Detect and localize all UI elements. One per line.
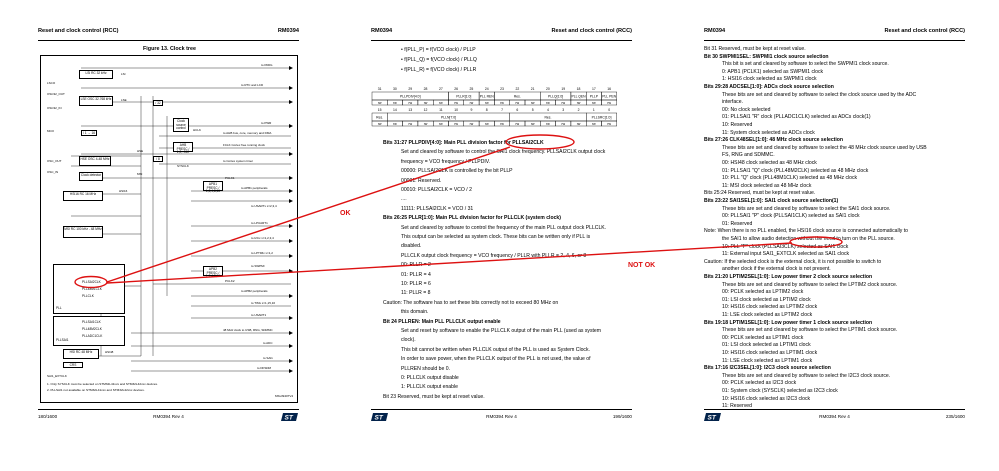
text-line: 00: PLLSAI1 "P" clock (PLLSAI1CLK) selected as SAI1 clock — [722, 213, 860, 220]
text-line: 11111: PLLSAI2CLK = VCO / 31 — [401, 205, 474, 212]
bit-number: 16 — [607, 87, 612, 91]
text-line: PLLCLK output clock frequency = VCO frequency / PLLR with PLLR = 2, 4, 6, or 8 — [401, 252, 587, 259]
rw-label: rw — [515, 121, 520, 126]
register-field-name: PLLR[1:0] — [456, 94, 472, 99]
rw-label: rw — [607, 121, 611, 126]
ahb-presc-block: AHB PRESC / 1,2,..512 — [173, 142, 193, 152]
text-line: Bit 30 SWPMI1SEL: SWPMI1 clock source selection — [704, 53, 829, 60]
sig-to-lpuart: to LPUART1 — [251, 221, 268, 225]
sig-hsi16: HSI16 — [119, 189, 128, 193]
div32-block: / 32 — [153, 100, 163, 106]
text-line: 01: LSI clock selected as LPTIM1 clock — [722, 342, 811, 349]
osc32-in-label: OSC32_IN — [47, 106, 62, 110]
rw-label: rw — [546, 121, 550, 126]
page-footer — [38, 412, 299, 424]
text-line: 00010: PLLSAI2CLK = VCO / 2 — [401, 187, 472, 193]
sig-to-i2c: to I2Cx x=1,2,3,4 — [251, 236, 274, 240]
rw-label: rw — [408, 121, 413, 126]
text-line: These bits are set and cleared by software to select the LPTIM1 clock source. — [722, 327, 898, 334]
rw-label: rw — [393, 121, 397, 126]
text-line: Bits 31:27 PLLPDIV[4:0]: Main PLL division factor for PLLSAI2CLK — [383, 140, 544, 146]
sig-to-iwdg: to IWDG — [261, 63, 273, 67]
text-line: 01: PLLSAI1 "Q" clock (PLL48M2CLK) selected as 48 MHz clock — [722, 167, 869, 174]
text-line: Caution: If the selected clock is the external clock, it is not possible to switch to — [704, 258, 882, 265]
sig-lse: LSE — [121, 98, 127, 102]
div8-block: / 8 — [153, 156, 163, 162]
osc-out-label: OSC_OUT — [47, 159, 62, 163]
rw-label: rw — [546, 100, 550, 105]
text-line: Bits 17:16 I2C3SEL[1:0]: I2C3 clock source selection — [704, 365, 831, 372]
rw-label: rw — [423, 100, 428, 105]
pll48m2clk-label: PLL48M2CLK — [82, 327, 102, 331]
rw-label: rw — [515, 100, 520, 105]
hse-osc-block: HSE OSC 4-48 MHz — [79, 156, 111, 166]
formula-r: • f(PLL_R) = f(VCO clock) / PLLR — [401, 67, 477, 73]
sig-to-adc: to ADC — [263, 341, 273, 345]
text-line: 1: HSI16 clock selected as SWPMI1 clock — [722, 76, 817, 83]
rw-label: rw — [439, 100, 443, 105]
text-line: Bits 21:20 LPTIM2SEL[1:0]: Low power timer 2 clock source selection — [704, 274, 873, 280]
bit-number: 2 — [577, 108, 580, 112]
header-rule — [704, 40, 965, 41]
pllsai1-block — [53, 316, 125, 346]
text-line: Bit 31 Reserved, must be kept at reset value. — [704, 46, 806, 52]
sig-to-usb: 48 MHz clock to USB, RNG, SDMMC — [223, 328, 273, 332]
footer-left: 180/1600 — [38, 414, 58, 419]
text-line: 00: PCLK selected as I2C3 clock — [722, 380, 797, 387]
text-line: These bits are set and cleared by software to select the clock source used by the ADC — [722, 91, 917, 98]
sig-to-usart: to USARTx x=2,3,4 — [251, 204, 277, 208]
bit-number: 1 — [592, 108, 595, 112]
rw-label: rw — [530, 100, 535, 105]
text-line: clock). — [401, 337, 416, 344]
rw-label: rw — [561, 121, 566, 126]
bit-number: 12 — [423, 108, 428, 112]
register-field-name: PLL PEN — [602, 94, 617, 99]
bit-number: 30 — [393, 87, 397, 91]
bit-number: 3 — [562, 108, 565, 112]
rw-label: rw — [607, 100, 611, 105]
text-line: the SAI1 to allow audio detection without the need to turn on the PLL source. — [722, 236, 895, 242]
header-right: Reset and clock control (RCC) — [551, 28, 632, 34]
header-left: RM0394 — [704, 28, 726, 34]
bit-number: 18 — [576, 87, 581, 91]
rw-label: rw — [393, 100, 397, 105]
figure-note-2: 2. PLLSAI1 not available on STM32L41xxx and STM32L42xxx devices. — [47, 388, 145, 392]
register-field-name: Res. — [513, 94, 521, 99]
text-line: 0: APB1 (PCLK1) selected as SWPMI1 clock — [722, 68, 824, 75]
hsi48-rc-block: HSI RC 48 MHz — [63, 349, 99, 359]
text-line: this domain. — [401, 309, 429, 316]
bit-number: 20 — [546, 87, 550, 91]
text-line: frequency = VCO frequency / PLLPDIV. — [401, 158, 491, 165]
footer-center: RM0394 Rev 4 — [819, 414, 850, 419]
bit-number: 7 — [501, 108, 503, 112]
sai1-extclk-label: SAI1_EXTCLK — [47, 374, 67, 378]
sig-sysclk: SYSCLK — [177, 164, 189, 168]
rw-label: rw — [439, 121, 443, 126]
text-line: 11: PLLR = 8 — [401, 290, 431, 297]
crs-block: CRS — [63, 362, 83, 368]
bit-number: 5 — [531, 108, 534, 112]
bit-number: 13 — [408, 108, 413, 112]
text-line: 00000: PLLSAI2CLK is controlled by the bit PLLP — [401, 168, 513, 175]
register-field-name: PLLQ[1:0] — [547, 94, 564, 99]
text-line: 01: PLLR = 4 — [401, 271, 431, 278]
footer-rule — [371, 409, 632, 410]
st-logo-icon — [281, 412, 299, 422]
annotation-ok: OK — [340, 210, 351, 217]
clock-tree-diagram — [40, 55, 298, 403]
sig-to-ahb: to AHB bus, core, memory and DMA — [223, 131, 272, 135]
rw-label: rw — [454, 121, 458, 126]
text-line: 00: No clock selected — [722, 106, 771, 113]
bit-number: 8 — [485, 108, 488, 112]
bit-number: 31 — [377, 87, 382, 91]
text-line: 00: HSI48 clock selected as 48 MHz clock — [722, 160, 817, 166]
text-line: Bits 23:22 SAI1SEL[1:0]: SAI1 clock source selection(1) — [704, 198, 839, 204]
footer-right: 235/1600 — [945, 414, 965, 419]
text-line: Caution: The software has to set these bits correctly not to exceed 80 MHz on — [383, 299, 559, 306]
pllsai1-label: PLLSAI1 — [56, 338, 69, 342]
text-line: 01: LSI clock selected as LPTIM2 clock — [722, 296, 811, 303]
apb1-presc-block: APB1 PRESC / 1,2,4,8,16 — [203, 181, 223, 191]
text-line: Bits 26:25 PLLR[1:0]: Main PLL division factor for PLLCLK (system clock) — [383, 215, 561, 222]
bit-number: 21 — [530, 87, 535, 91]
register-field-name: PLLPDIV[4:0] — [399, 94, 421, 99]
lsi-rc-block: LSI RC 32 kHz — [79, 70, 113, 79]
text-line: This output can be selected as system clock. These bits can be written only if PLL is — [401, 234, 591, 240]
osc-in-label: OSC_IN — [47, 170, 59, 174]
page-footer — [704, 412, 965, 424]
text-line: interface. — [722, 99, 743, 106]
text-line: 10: HSI16 clock selected as LPTIM2 clock — [722, 304, 818, 311]
sig-msi: MSI — [137, 172, 143, 176]
rw-label: rw — [530, 121, 535, 126]
bit-number: 15 — [377, 108, 382, 112]
register-field-name: Res. — [544, 115, 552, 120]
page-clock-tree — [0, 0, 333, 471]
header-rule — [371, 40, 632, 41]
sig-lsi: LSI — [121, 72, 126, 76]
bit-number: 28 — [423, 87, 428, 91]
sig-hsi48: HSI48 — [105, 350, 114, 354]
text-line: In order to save power, when the PLLCLK output of the PLL is not used, the value of — [401, 356, 591, 363]
pll-block — [53, 264, 125, 314]
sig-to-usart1: to USART1 — [251, 313, 267, 317]
text-line: PLLREN should be 0. — [401, 365, 450, 372]
rw-label: rw — [377, 100, 382, 105]
sig-pclk2: PCLK2 — [225, 279, 235, 283]
sig-hse: HSE — [137, 149, 144, 153]
figure-id: MSv39407V4 — [274, 394, 293, 398]
rw-label: rw — [469, 100, 474, 105]
text-line: Note: When there is no PLL enabled, the HSI16 clock source is connected automatically to — [704, 228, 908, 235]
text-line: 11: LSE clock selected as LPTIM1 clock — [722, 357, 813, 364]
rw-label: rw — [576, 121, 581, 126]
bit-number: 29 — [408, 87, 413, 91]
bit-number: 27 — [438, 87, 443, 91]
text-line: Bits 27:26 CLK48SEL[1:0]: 48 MHz clock source selection — [704, 137, 843, 144]
register-field-name: PLL REN — [479, 94, 494, 99]
text-line: 11: MSI clock selected as 48 MHz clock — [722, 182, 812, 189]
rw-label: rw — [592, 121, 596, 126]
text-line: These bits are set and cleared by software to select the LPTIM2 clock source. — [722, 281, 898, 288]
lse-osc-block: LSE OSC 32.768 kHz — [79, 96, 113, 106]
text-line: Bits 19:18 LPTIM1SEL[1:0]: Low power timer 1 clock source selection — [704, 319, 873, 326]
sig-pclk1: PCLK1 — [225, 176, 235, 180]
text-line: 10: Reserved — [722, 122, 753, 128]
text-line: 00: PLLR = 2 — [401, 262, 431, 269]
pll-label: PLL — [56, 306, 62, 310]
bit-number: 14 — [393, 108, 397, 112]
rw-label: rw — [500, 121, 504, 126]
formula-q: • f(PLL_Q) = f(VCO clock) / PLLQ — [401, 57, 477, 63]
header-rule — [38, 40, 299, 41]
pllsai1clk-label: PLLSAI1CLK — [82, 320, 101, 324]
text-line: Set and cleared by software to control the frequency of the main PLL output clock PLLCLK. — [401, 224, 607, 231]
figure-note-1: 1. Only SYSCLK must be selected on STM32L41xxx and STM32L42xxx devices. — [47, 382, 158, 386]
apb2-presc-block: APB2 PRESC / 1,2,4,8,16 — [203, 266, 223, 276]
footer-center: RM0394 Rev 4 — [153, 414, 184, 419]
header-right: RM0394 — [277, 28, 299, 34]
sig-to-apb1: to APB1 peripherals — [241, 186, 268, 190]
register-field-name: PLL QEN — [571, 94, 586, 99]
footer-right: 199/1600 — [612, 414, 632, 419]
text-line: Set and cleared by software to control the SAI1 clock frequency. PLLSAI2CLK output clock — [401, 149, 606, 156]
text-line: Bit 24 PLLREN: Main PLL PLLCLK output enable — [383, 318, 501, 325]
header-left: Reset and clock control (RCC) — [38, 28, 119, 34]
mco-label: MCO — [47, 129, 54, 133]
bit-number: 25 — [469, 87, 474, 91]
rw-label: rw — [592, 100, 596, 105]
msi-rc-block: MSI RC 100 kHz - 48 MHz — [63, 226, 103, 238]
text-line: 01: Reserved — [722, 220, 753, 227]
bit-number: 11 — [439, 108, 443, 112]
register-field-name: PLLN[7:0] — [440, 115, 457, 120]
text-line: FS, RNG and SDMMC. — [722, 152, 775, 159]
svg-text:ST: ST — [707, 414, 716, 422]
register-field-name: PLLP — [589, 94, 598, 99]
rw-label: rw — [484, 121, 489, 126]
page-ccipr — [666, 0, 999, 471]
bit-number: 17 — [591, 87, 596, 91]
bit-number: 10 — [454, 108, 459, 112]
pll48m1clk-label: PLL48M1CLK — [82, 287, 102, 291]
register-map — [370, 86, 618, 130]
text-line: These bits are set and cleared by software to select the SAI1 clock source. — [722, 205, 891, 212]
hsi16-rc-block: HSI16 RC 16 MHz — [63, 191, 103, 201]
bit-number: 23 — [500, 87, 504, 91]
sig-to-lptim: to LPTIMx x=1,2 — [251, 251, 273, 255]
clock-source-control-block: Clock source control — [173, 118, 189, 132]
bit-number: 6 — [516, 108, 519, 112]
text-line: 00: PCLK selected as LPTIM2 clock — [722, 289, 804, 296]
text-line: These bits are set and cleared by software to select the I2C3 clock source. — [722, 372, 891, 379]
text-line: 00: PCLK selected as LPTIM1 clock — [722, 334, 804, 341]
rw-label: rw — [484, 100, 489, 105]
text-line: 01: PLLSAI1 "R" clock (PLLADC1CLK) selected as ADCs clock(1) — [722, 114, 871, 121]
text-line: another clock if the external clock is not present. — [722, 266, 831, 273]
text-line: Bits 29:28 ADCSEL[1:0]: ADCs clock source selection — [704, 84, 834, 90]
text-line: This bit is set and cleared by software to select the SWPMI1 clock source. — [722, 61, 889, 68]
sig-to-apb2: to APB2 peripherals — [241, 289, 268, 293]
formula-p: • f(PLL_P) = f(VCO clock) / PLLP — [401, 47, 476, 53]
text-line: Set and reset by software to enable the PLLCLK output of the main PLL (used as system — [401, 328, 601, 334]
page-header — [704, 28, 965, 38]
header-right: Reset and clock control (RCC) — [884, 28, 965, 34]
text-line: 10: PLL "P" clock (PLLSAI3CLK) selected as SAI1 clock — [722, 243, 849, 250]
plladc1clk-label: PLLADC1CLK — [82, 334, 103, 338]
bit-number: 19 — [561, 87, 566, 91]
sig-to-swpmi: to SWPMI — [251, 264, 265, 268]
page-pllcfgr — [333, 0, 666, 471]
sig-hclk: HCLK — [193, 128, 202, 132]
page-header — [371, 28, 632, 38]
text-line: 0: PLLCLK output disable — [401, 375, 459, 381]
bit-number: 0 — [608, 108, 611, 112]
pllsai2clk-label: PLLSAI2CLK — [82, 280, 101, 284]
rw-label: rw — [454, 100, 458, 105]
rw-label: rw — [576, 100, 581, 105]
pllclk-label: PLLCLK — [82, 294, 94, 298]
text-line: 10: PLL "Q" clock (PLL48M1CLK) selected as 48 MHz clock — [722, 175, 858, 182]
text-line: 00001: Reserved. — [401, 177, 442, 184]
clock-detector-block: Clock detector — [79, 172, 103, 181]
rw-label: rw — [500, 100, 504, 105]
div1-16-block: / 1 → 16 — [82, 131, 96, 135]
text-line: This bit cannot be written when PLLCLK output of the PLL is used as System Clock. — [401, 346, 590, 353]
footer-rule — [38, 409, 299, 410]
bit-number: 24 — [484, 87, 489, 91]
text-line: 1: PLLCLK output enable — [401, 384, 458, 391]
figure-title: Figure 13. Clock tree — [142, 46, 197, 52]
text-line: 11: LSE clock selected as LPTIM2 clock — [722, 312, 813, 318]
sig-to-dfsdm: to DFSDM — [257, 366, 272, 370]
bit-number: 22 — [515, 87, 520, 91]
text-line: Bits 25:24 Reserved, must be kept at reset value. — [704, 190, 816, 197]
rw-label: rw — [561, 100, 566, 105]
page-header — [38, 28, 299, 38]
text-line: Bit 23 Reserved, must be kept at reset value. — [383, 393, 485, 400]
lsco-label: LSCO — [47, 81, 56, 85]
sig-to-cortex: to Cortex system timer — [223, 159, 254, 163]
sig-to-rtc: to RTC and LCD — [241, 83, 264, 87]
text-line: 01: System clock (SYSCLK) selected as I2C3 clock — [722, 388, 838, 394]
text-line: 11: Reserved — [722, 403, 752, 410]
rw-label: rw — [408, 100, 413, 105]
text-line: .... — [401, 196, 407, 203]
text-line: 11: External input SAI1_EXTCLK selected as SAI1 clock — [722, 251, 850, 258]
page-footer — [371, 412, 632, 424]
sig-to-sai1: to SAI1 — [263, 356, 273, 360]
osc32-out-label: OSC32_OUT — [47, 92, 65, 96]
register-field-name: Res. — [376, 115, 384, 120]
text-line: These bits are set and cleared by software to select the 48 MHz clock source used by USB — [722, 144, 927, 151]
text-line: 10: HSI16 clock selected as I2C3 clock — [722, 395, 811, 402]
sig-to-tim: to TIMx x=1,15,16 — [251, 301, 276, 305]
rw-label: rw — [377, 121, 382, 126]
bit-number: 9 — [470, 108, 473, 112]
register-field-name: PLLSRC[1:0] — [591, 115, 612, 120]
bit-number: 4 — [547, 108, 549, 112]
rw-label: rw — [469, 121, 474, 126]
header-left: RM0394 — [371, 28, 393, 34]
sig-fclk: FCLK Cortex free running clock — [223, 143, 265, 147]
text-line: 11: System clock selected as ADCs clock — [722, 129, 815, 136]
sig-to-pwr: to PWR — [261, 121, 272, 125]
annotation-not-ok: NOT OK — [628, 262, 656, 269]
svg-text:ST: ST — [374, 414, 383, 422]
bit-number: 26 — [454, 87, 459, 91]
footer-center: RM0394 Rev 4 — [486, 414, 517, 419]
svg-text:ST: ST — [284, 414, 293, 422]
footer-rule — [704, 409, 965, 410]
text-line: disabled. — [401, 243, 422, 250]
text-line: 10: PLLR = 6 — [401, 281, 431, 287]
text-line: 10: HSI16 clock selected as LPTIM1 clock — [722, 350, 818, 356]
rw-label: rw — [423, 121, 428, 126]
